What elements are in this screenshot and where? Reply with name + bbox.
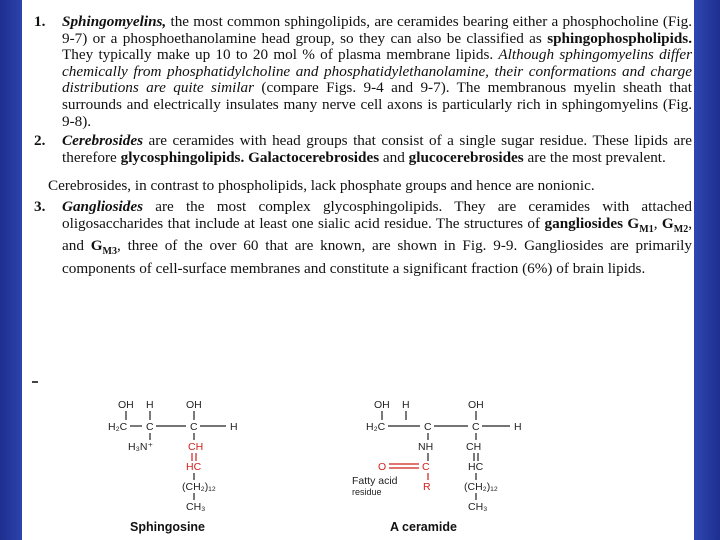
item-text: the most common sphingolipids, are ceramides bearing either a phosphocholine (Fig. 9-7) or a phosphoethanolamine head group, so they can also be classified as	[62, 13, 692, 47]
item-number: 1.	[34, 13, 46, 30]
label-hc: HC	[186, 461, 202, 473]
label-c: C	[422, 461, 430, 473]
caption-sphingosine: Sphingosine	[130, 520, 205, 534]
slide	[22, 0, 694, 540]
label-hc: HC	[468, 461, 484, 473]
bullet-dash	[32, 381, 38, 383]
item-text: are ceramides with head groups that consist of a single sugar residue. These lipids are therefore	[62, 132, 692, 166]
label-c: C	[424, 421, 432, 433]
italic-statement: Although sphingomyelins differ chemically from phosphatidylcholine and phosphatidylethanolamine, their conformations and charge distributions are quite similar	[62, 46, 692, 97]
item-text: , three of the over 60 that are known, are shown in Fig. 9-9. Gangliosides are primarily components of cell-surface membranes and constitute a significant fraction (6%) of brain lipids.	[62, 237, 692, 277]
label-nh3: H₃N⁺	[128, 441, 153, 453]
item-text: ,	[653, 214, 662, 232]
item-text: (compare Figs. 9-4 and 9-7). The membranous myelin sheath that surrounds and electrically insulates many nerve cell axons is particularly rich in sphingomyelins (Fig. 9-8).	[62, 79, 693, 130]
ceramide-structure	[352, 399, 522, 534]
label-chain: (CH₂)₁₂	[464, 481, 498, 493]
term-glycosphingolipids: glycosphingolipids.	[120, 148, 245, 166]
term-cerebrosides: Cerebrosides	[62, 132, 143, 150]
subscript: M2	[673, 223, 689, 235]
item-text: are the most complex glycosphingolipids. They are ceramides with attached oligosaccharides that include at least one sialic acid residue. The structures of	[62, 197, 692, 232]
label-nh: NH	[418, 441, 434, 453]
label-oh: OH	[118, 399, 134, 411]
item-text: , and	[62, 214, 692, 255]
label-c: C	[472, 421, 480, 433]
term-gangliosides: Gangliosides	[62, 197, 144, 215]
label-ch: CH	[188, 441, 204, 453]
item-body	[62, 133, 692, 166]
item-text: They typically make up 10 to 20 mol % of plasma membrane lipids.	[62, 46, 499, 64]
text-block	[34, 14, 692, 280]
term-glucocerebrosides: glucocerebrosides	[408, 148, 524, 166]
label-ch3: CH₃	[186, 501, 206, 513]
item-number: 2.	[34, 132, 46, 150]
chemical-structures-figure	[22, 390, 694, 540]
label-c: C	[146, 421, 154, 433]
label-o: O	[378, 461, 387, 473]
label-h2c: H₂C	[366, 421, 386, 433]
label-residue: residue	[352, 487, 382, 497]
subscript: M3	[102, 246, 117, 258]
item-text: and	[379, 148, 409, 166]
label-chain: (CH₂)₁₂	[182, 481, 216, 493]
item-body	[62, 14, 692, 130]
term-g: G	[90, 237, 103, 255]
term-sphingophospholipids: sphingophospholipids.	[547, 29, 692, 47]
list-item-gangliosides	[34, 199, 692, 277]
label-r: R	[423, 481, 431, 493]
label-fatty-acid: Fatty acid	[352, 475, 398, 487]
label-oh: OH	[186, 399, 202, 411]
label-h: H	[514, 421, 522, 433]
subscript: M1	[639, 223, 654, 235]
term-ganglioside-g: gangliosides G	[544, 214, 640, 232]
label-oh: OH	[374, 399, 390, 411]
label-h: H	[230, 421, 238, 433]
cerebroside-note: Cerebrosides, in contrast to phospholipids, lack phosphate groups and hence are nonionic.	[48, 177, 595, 195]
item-body	[62, 199, 692, 277]
label-h: H	[402, 399, 410, 411]
label-h2c: H₂C	[108, 421, 128, 433]
label-ch3: CH₃	[468, 501, 488, 513]
label-ch: CH	[466, 441, 482, 453]
list-item-sphingomyelins	[34, 14, 692, 130]
list-item-cerebrosides	[34, 133, 692, 166]
item-text: are the most prevalent.	[523, 148, 666, 166]
structure-svg	[22, 390, 694, 540]
sphingosine-structure	[108, 399, 238, 534]
item-number: 3.	[34, 197, 46, 215]
label-h: H	[146, 399, 154, 411]
term-g: G	[661, 214, 674, 232]
caption-ceramide: A ceramide	[390, 520, 457, 534]
term-galactocerebrosides: Galactocerebrosides	[248, 148, 380, 166]
label-oh: OH	[468, 399, 484, 411]
term-sphingomyelins: Sphingomyelins,	[62, 13, 167, 30]
label-c: C	[190, 421, 198, 433]
